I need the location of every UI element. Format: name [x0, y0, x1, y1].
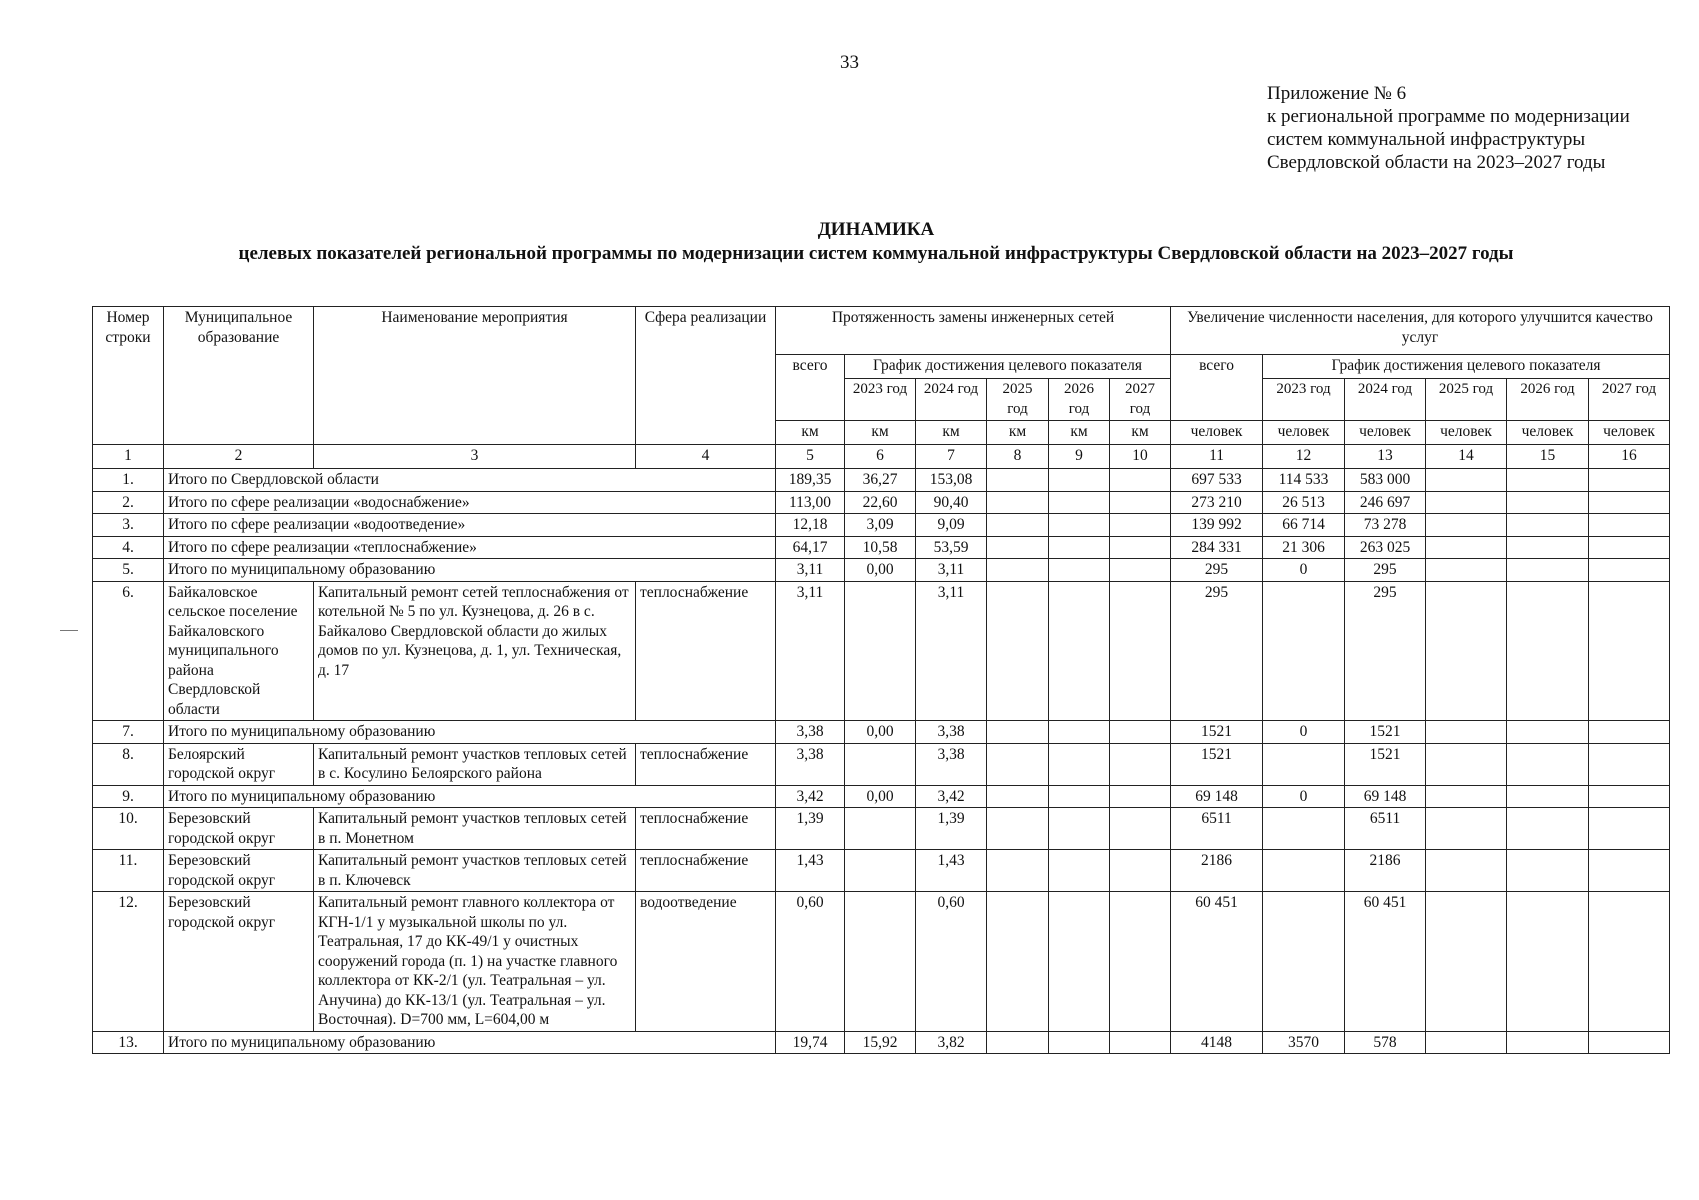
km-value — [1049, 536, 1110, 559]
header-population-year: 2025 год — [1426, 379, 1507, 421]
table-row — [93, 721, 1670, 744]
table-row — [93, 491, 1670, 514]
people-value: 295 — [1171, 559, 1263, 582]
people-value — [1426, 469, 1507, 492]
header-population-year: 2026 год — [1507, 379, 1589, 421]
header-length-year: 2023 год — [845, 379, 916, 421]
km-value — [987, 581, 1049, 721]
people-value — [1507, 514, 1589, 537]
km-value: 3,38 — [916, 743, 987, 785]
km-value — [1049, 785, 1110, 808]
header-population-group: Увеличение численности населения, для которого улучшится качество услуг — [1171, 307, 1670, 355]
people-value — [1263, 581, 1345, 721]
people-value: 583 000 — [1345, 469, 1426, 492]
people-value — [1589, 892, 1670, 1032]
page-number: 33 — [840, 52, 859, 73]
km-value — [1049, 559, 1110, 582]
people-value — [1507, 892, 1589, 1032]
km-value — [987, 892, 1049, 1032]
km-value: 0,00 — [845, 559, 916, 582]
summary-label: Итого по муниципальному образованию — [164, 1031, 776, 1054]
km-value: 1,39 — [776, 808, 845, 850]
people-value: 73 278 — [1345, 514, 1426, 537]
row-number: 10. — [93, 808, 164, 850]
sphere-cell: теплоснабжение — [636, 808, 776, 850]
km-value — [1110, 743, 1171, 785]
header-length-year: 2025 год — [987, 379, 1049, 421]
km-value — [987, 469, 1049, 492]
people-value — [1426, 559, 1507, 582]
people-value — [1426, 514, 1507, 537]
km-value — [1049, 850, 1110, 892]
km-value — [987, 850, 1049, 892]
km-value — [1110, 491, 1171, 514]
row-number: 4. — [93, 536, 164, 559]
km-value: 1,39 — [916, 808, 987, 850]
people-value — [1426, 808, 1507, 850]
measure-cell: Капитальный ремонт сетей теплоснабжения от котельной № 5 по ул. Кузнецова, д. 26 в с. Байкалово Свердловской области до жилых домов по ул. Кузнецова, д. 1, ул. Техническая, д. 17 — [314, 581, 636, 721]
km-value — [1049, 469, 1110, 492]
unit-people: человек — [1507, 421, 1589, 445]
people-value: 295 — [1171, 581, 1263, 721]
km-value: 22,60 — [845, 491, 916, 514]
people-value: 139 992 — [1171, 514, 1263, 537]
municipality-cell: Березовский городской округ — [164, 892, 314, 1032]
km-value: 3,42 — [776, 785, 845, 808]
km-value: 3,42 — [916, 785, 987, 808]
km-value — [1049, 514, 1110, 537]
km-value — [1110, 1031, 1171, 1054]
unit-km: км — [845, 421, 916, 445]
km-value — [987, 808, 1049, 850]
row-number: 11. — [93, 850, 164, 892]
people-value — [1263, 850, 1345, 892]
km-value: 3,11 — [916, 559, 987, 582]
unit-km: км — [987, 421, 1049, 445]
column-number: 16 — [1589, 445, 1670, 469]
header-sphere: Сфера реализации — [636, 307, 776, 445]
column-number: 5 — [776, 445, 845, 469]
header-length-group: Протяженность замены инженерных сетей — [776, 307, 1171, 355]
people-value: 60 451 — [1171, 892, 1263, 1032]
people-value — [1507, 536, 1589, 559]
measure-cell: Капитальный ремонт участков тепловых сетей в п. Ключевск — [314, 850, 636, 892]
km-value: 1,43 — [776, 850, 845, 892]
km-value: 10,58 — [845, 536, 916, 559]
column-number: 11 — [1171, 445, 1263, 469]
km-value: 19,74 — [776, 1031, 845, 1054]
people-value: 2186 — [1171, 850, 1263, 892]
column-number: 7 — [916, 445, 987, 469]
sphere-cell: водоотведение — [636, 892, 776, 1032]
summary-label: Итого по сфере реализации «водоснабжение» — [164, 491, 776, 514]
km-value — [1110, 514, 1171, 537]
people-value — [1589, 785, 1670, 808]
km-value — [1049, 581, 1110, 721]
table-row — [93, 1031, 1670, 1054]
appendix-header — [1267, 82, 1630, 174]
table-row — [93, 743, 1670, 785]
km-value — [1049, 1031, 1110, 1054]
people-value — [1426, 491, 1507, 514]
people-value — [1589, 559, 1670, 582]
people-value — [1589, 581, 1670, 721]
km-value — [845, 581, 916, 721]
measure-cell: Капитальный ремонт главного коллектора от КГН-1/1 у музыкальной школы по ул. Театральная, 17 до КК-49/1 у очистных сооружений города (п. 1) на участке главного коллектора от КК-2/1 (ул. Театральная – ул. Анучина) до КК-13/1 (ул. Театральная – ул. Восточная). D=700 мм, L=604,00 м — [314, 892, 636, 1032]
km-value — [1110, 892, 1171, 1032]
row-number: 7. — [93, 721, 164, 744]
people-value: 114 533 — [1263, 469, 1345, 492]
sphere-cell: теплоснабжение — [636, 743, 776, 785]
km-value — [1049, 892, 1110, 1032]
summary-label: Итого по Свердловской области — [164, 469, 776, 492]
people-value — [1426, 743, 1507, 785]
column-number: 2 — [164, 445, 314, 469]
people-value: 273 210 — [1171, 491, 1263, 514]
header-row-number: Номер строки — [93, 307, 164, 445]
people-value: 284 331 — [1171, 536, 1263, 559]
km-value: 90,40 — [916, 491, 987, 514]
column-number: 6 — [845, 445, 916, 469]
measure-cell: Капитальный ремонт участков тепловых сетей в п. Монетном — [314, 808, 636, 850]
km-value: 3,11 — [776, 559, 845, 582]
header-population-total: всего — [1171, 355, 1263, 421]
municipality-cell: Белоярский городской округ — [164, 743, 314, 785]
people-value — [1426, 850, 1507, 892]
table-row — [93, 785, 1670, 808]
people-value — [1507, 721, 1589, 744]
km-value — [1110, 721, 1171, 744]
km-value: 64,17 — [776, 536, 845, 559]
km-value: 36,27 — [845, 469, 916, 492]
people-value: 21 306 — [1263, 536, 1345, 559]
people-value: 26 513 — [1263, 491, 1345, 514]
people-value — [1507, 1031, 1589, 1054]
km-value — [987, 1031, 1049, 1054]
appendix-line: к региональной программе по модернизации — [1267, 106, 1630, 127]
people-value: 0 — [1263, 785, 1345, 808]
people-value: 263 025 — [1345, 536, 1426, 559]
row-number: 1. — [93, 469, 164, 492]
people-value: 0 — [1263, 559, 1345, 582]
unit-km: км — [1110, 421, 1171, 445]
km-value — [987, 721, 1049, 744]
unit-km: км — [1049, 421, 1110, 445]
municipality-cell: Березовский городской округ — [164, 850, 314, 892]
column-number: 1 — [93, 445, 164, 469]
people-value: 2186 — [1345, 850, 1426, 892]
people-value: 6511 — [1171, 808, 1263, 850]
people-value — [1507, 850, 1589, 892]
header-population-schedule: График достижения целевого показателя — [1263, 355, 1670, 379]
km-value — [845, 808, 916, 850]
header-length-total: всего — [776, 355, 845, 421]
people-value — [1426, 721, 1507, 744]
km-value — [845, 850, 916, 892]
people-value — [1263, 743, 1345, 785]
appendix-line: Приложение № 6 — [1267, 83, 1407, 104]
people-value: 697 533 — [1171, 469, 1263, 492]
targets-table — [92, 306, 1670, 1054]
table-row — [93, 514, 1670, 537]
summary-label: Итого по сфере реализации «водоотведение» — [164, 514, 776, 537]
people-value — [1426, 581, 1507, 721]
km-value — [987, 491, 1049, 514]
km-value — [987, 536, 1049, 559]
people-value — [1507, 808, 1589, 850]
people-value — [1426, 1031, 1507, 1054]
people-value — [1426, 536, 1507, 559]
km-value — [1110, 559, 1171, 582]
row-number: 3. — [93, 514, 164, 537]
column-number: 12 — [1263, 445, 1345, 469]
km-value: 113,00 — [776, 491, 845, 514]
header-length-year: 2024 год — [916, 379, 987, 421]
km-value — [1049, 743, 1110, 785]
row-number: 12. — [93, 892, 164, 1032]
km-value: 153,08 — [916, 469, 987, 492]
people-value — [1507, 581, 1589, 721]
people-value: 60 451 — [1345, 892, 1426, 1032]
people-value: 578 — [1345, 1031, 1426, 1054]
people-value — [1589, 721, 1670, 744]
km-value: 3,38 — [916, 721, 987, 744]
table-row — [93, 892, 1670, 1032]
km-value — [1049, 721, 1110, 744]
km-value — [1049, 808, 1110, 850]
summary-label: Итого по сфере реализации «теплоснабжение» — [164, 536, 776, 559]
people-value — [1263, 892, 1345, 1032]
column-number: 8 — [987, 445, 1049, 469]
people-value: 295 — [1345, 581, 1426, 721]
people-value — [1507, 469, 1589, 492]
km-value: 0,00 — [845, 721, 916, 744]
unit-km: км — [916, 421, 987, 445]
unit-people: человек — [1171, 421, 1263, 445]
people-value — [1507, 743, 1589, 785]
km-value: 0,60 — [776, 892, 845, 1032]
km-value — [987, 514, 1049, 537]
table-row — [93, 469, 1670, 492]
km-value — [987, 559, 1049, 582]
table-row — [93, 536, 1670, 559]
km-value: 189,35 — [776, 469, 845, 492]
km-value — [845, 743, 916, 785]
column-number: 9 — [1049, 445, 1110, 469]
table-row — [93, 559, 1670, 582]
people-value: 295 — [1345, 559, 1426, 582]
header-length-year: 2026 год — [1049, 379, 1110, 421]
km-value: 3,09 — [845, 514, 916, 537]
document-title — [0, 218, 1699, 266]
header-municipality: Муниципальное образование — [164, 307, 314, 445]
header-length-schedule: График достижения целевого показателя — [845, 355, 1171, 379]
people-value — [1589, 850, 1670, 892]
people-value — [1589, 469, 1670, 492]
km-value — [1110, 850, 1171, 892]
unit-people: человек — [1263, 421, 1345, 445]
summary-label: Итого по муниципальному образованию — [164, 785, 776, 808]
column-number: 14 — [1426, 445, 1507, 469]
people-value: 246 697 — [1345, 491, 1426, 514]
header-population-year: 2024 год — [1345, 379, 1426, 421]
people-value — [1507, 559, 1589, 582]
margin-mark — [60, 630, 78, 631]
column-number: 4 — [636, 445, 776, 469]
people-value: 1521 — [1171, 743, 1263, 785]
km-value: 3,11 — [776, 581, 845, 721]
km-value: 1,43 — [916, 850, 987, 892]
column-number: 15 — [1507, 445, 1589, 469]
header-length-year: 2027 год — [1110, 379, 1171, 421]
people-value — [1589, 491, 1670, 514]
people-value — [1263, 808, 1345, 850]
appendix-line: Свердловской области на 2023–2027 годы — [1267, 152, 1606, 173]
km-value — [1110, 536, 1171, 559]
people-value: 1521 — [1171, 721, 1263, 744]
column-number: 13 — [1345, 445, 1426, 469]
column-number: 3 — [314, 445, 636, 469]
unit-people: человек — [1589, 421, 1670, 445]
unit-km: км — [776, 421, 845, 445]
appendix-line: систем коммунальной инфраструктуры — [1267, 129, 1586, 150]
km-value: 53,59 — [916, 536, 987, 559]
km-value — [1049, 491, 1110, 514]
km-value: 3,38 — [776, 721, 845, 744]
sphere-cell: теплоснабжение — [636, 581, 776, 721]
row-number: 2. — [93, 491, 164, 514]
row-number: 8. — [93, 743, 164, 785]
km-value: 0,60 — [916, 892, 987, 1032]
row-number: 13. — [93, 1031, 164, 1054]
unit-people: человек — [1426, 421, 1507, 445]
table-row — [93, 850, 1670, 892]
km-value: 15,92 — [845, 1031, 916, 1054]
people-value — [1589, 743, 1670, 785]
people-value: 1521 — [1345, 743, 1426, 785]
people-value: 6511 — [1345, 808, 1426, 850]
people-value: 66 714 — [1263, 514, 1345, 537]
people-value — [1426, 785, 1507, 808]
people-value — [1589, 514, 1670, 537]
km-value — [1110, 581, 1171, 721]
people-value — [1589, 536, 1670, 559]
km-value — [987, 785, 1049, 808]
km-value: 3,11 — [916, 581, 987, 721]
header-population-year: 2023 год — [1263, 379, 1345, 421]
summary-label: Итого по муниципальному образованию — [164, 559, 776, 582]
row-number: 6. — [93, 581, 164, 721]
header-population-year: 2027 год — [1589, 379, 1670, 421]
row-number: 9. — [93, 785, 164, 808]
km-value: 3,38 — [776, 743, 845, 785]
row-number: 5. — [93, 559, 164, 582]
table-row — [93, 808, 1670, 850]
unit-people: человек — [1345, 421, 1426, 445]
title-line-2: целевых показателей региональной программы по модернизации систем коммунальной инфраструктуры Свердловской области на 2023–2027 годы — [238, 243, 1514, 264]
people-value: 1521 — [1345, 721, 1426, 744]
km-value: 3,82 — [916, 1031, 987, 1054]
municipality-cell: Березовский городской округ — [164, 808, 314, 850]
title-line-1: ДИНАМИКА — [817, 219, 935, 240]
summary-label: Итого по муниципальному образованию — [164, 721, 776, 744]
column-number: 10 — [1110, 445, 1171, 469]
people-value: 69 148 — [1171, 785, 1263, 808]
km-value — [1110, 808, 1171, 850]
km-value — [1110, 469, 1171, 492]
table-row — [93, 581, 1670, 721]
people-value: 4148 — [1171, 1031, 1263, 1054]
km-value — [845, 892, 916, 1032]
header-measure: Наименование мероприятия — [314, 307, 636, 445]
people-value — [1589, 1031, 1670, 1054]
km-value — [1110, 785, 1171, 808]
sphere-cell: теплоснабжение — [636, 850, 776, 892]
km-value: 12,18 — [776, 514, 845, 537]
km-value — [987, 743, 1049, 785]
people-value: 3570 — [1263, 1031, 1345, 1054]
people-value — [1507, 491, 1589, 514]
people-value: 69 148 — [1345, 785, 1426, 808]
km-value: 0,00 — [845, 785, 916, 808]
people-value — [1589, 808, 1670, 850]
municipality-cell: Байкаловское сельское поселение Байкаловского муниципального района Свердловской области — [164, 581, 314, 721]
measure-cell: Капитальный ремонт участков тепловых сетей в с. Косулино Белоярского района — [314, 743, 636, 785]
km-value: 9,09 — [916, 514, 987, 537]
people-value: 0 — [1263, 721, 1345, 744]
people-value — [1507, 785, 1589, 808]
people-value — [1426, 892, 1507, 1032]
